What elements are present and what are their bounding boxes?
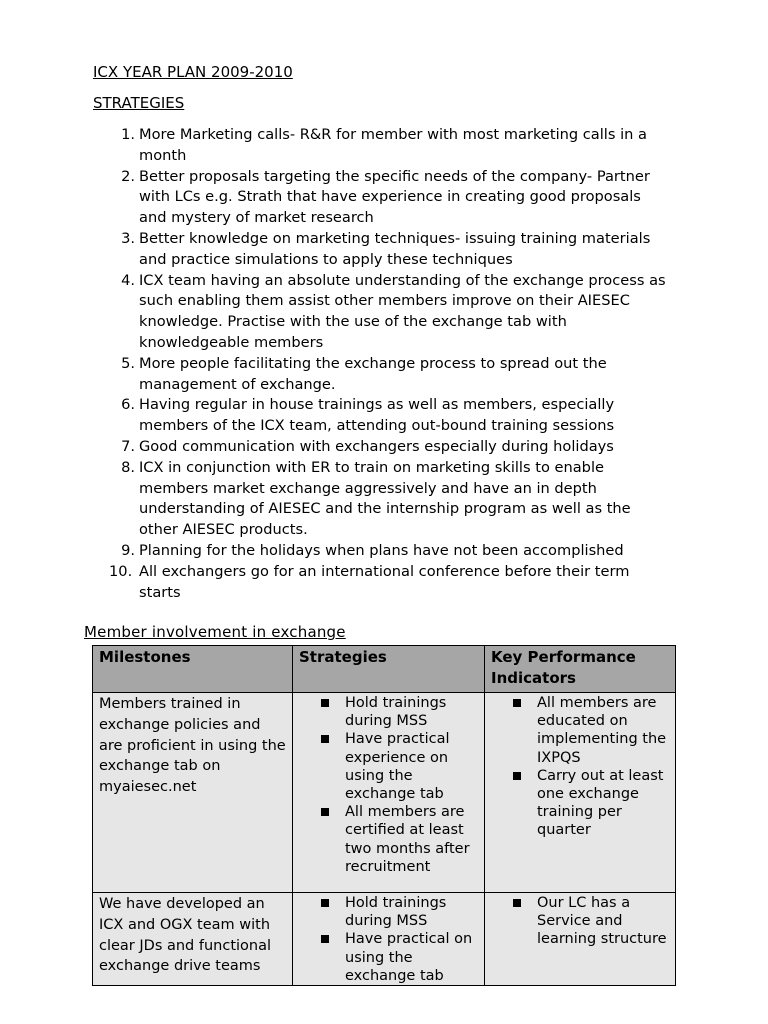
table-row xyxy=(93,693,676,893)
item-text: ICX team having an absolute understanding of the exchange process as such enabling them assist other members improve on their AIESEC knowledge. Practise with the use of the exchange tab with knowledgeable members xyxy=(139,271,666,351)
item-number: 7. xyxy=(121,437,135,455)
square-bullet-icon xyxy=(321,899,329,907)
kpis-cell xyxy=(485,893,676,986)
item-number: 9. xyxy=(121,541,135,559)
square-bullet-icon xyxy=(321,808,329,816)
milestones-table xyxy=(92,645,676,986)
strategies-heading: STRATEGIES xyxy=(93,94,185,112)
column-header-milestones: Milestones xyxy=(93,646,293,693)
strategy-item xyxy=(110,271,670,354)
table-header-row xyxy=(93,646,676,693)
strategies-cell xyxy=(293,693,485,893)
strategy-item xyxy=(110,354,670,396)
table-row xyxy=(93,893,676,986)
item-number: 3. xyxy=(121,229,135,247)
document-title: ICX YEAR PLAN 2009-2010 xyxy=(93,63,293,81)
bullet-item xyxy=(491,767,669,840)
bullet-item xyxy=(299,803,478,876)
strategy-item xyxy=(110,125,670,167)
item-number: 4. xyxy=(121,271,135,289)
square-bullet-icon xyxy=(321,735,329,743)
strategy-item xyxy=(110,437,670,458)
square-bullet-icon xyxy=(513,772,521,780)
kpi-bullets xyxy=(491,894,669,949)
column-header-kpis: Key Performance Indicators xyxy=(485,646,676,693)
bullet-item xyxy=(299,694,478,730)
bullet-text: Have practical experience on using the exchange tab xyxy=(345,731,450,803)
section-heading: Member involvement in exchange xyxy=(84,623,346,641)
bullet-text: All members are educated on implementing the IXPQS xyxy=(537,695,667,766)
kpis-cell xyxy=(485,693,676,893)
item-number: 5. xyxy=(121,354,135,372)
bullet-item xyxy=(299,730,478,803)
strategies-bullets xyxy=(299,894,478,985)
item-text: Better knowledge on marketing techniques- issuing training materials and practice simulations to apply these techniques xyxy=(139,229,651,268)
item-text: Good communication with exchangers especially during holidays xyxy=(139,437,614,455)
strategies-cell xyxy=(293,893,485,986)
strategy-item xyxy=(110,562,670,604)
square-bullet-icon xyxy=(513,699,521,707)
item-number: 10. xyxy=(109,562,133,580)
bullet-text: Hold trainings during MSS xyxy=(345,895,447,930)
bullet-text: All members are certified at least two months after recruitment xyxy=(345,804,470,875)
item-number: 8. xyxy=(121,458,135,476)
bullet-item xyxy=(299,930,478,985)
item-text: More people facilitating the exchange process to spread out the management of exchange. xyxy=(139,354,607,393)
kpi-bullets xyxy=(491,694,669,840)
bullet-item xyxy=(491,694,669,767)
item-text: More Marketing calls- R&R for member with most marketing calls in a month xyxy=(139,126,647,164)
bullet-text: Have practical on using the exchange tab xyxy=(345,931,473,984)
bullet-item xyxy=(299,894,478,930)
strategies-list xyxy=(110,125,670,603)
bullet-text: Hold trainings during MSS xyxy=(345,695,447,730)
square-bullet-icon xyxy=(321,699,329,707)
item-number: 2. xyxy=(121,167,135,185)
strategy-item xyxy=(110,458,670,541)
milestone-cell: Members trained in exchange policies and are proficient in using the exchange tab on myaiesec.net xyxy=(93,693,293,893)
strategies-bullets xyxy=(299,694,478,876)
column-header-strategies: Strategies xyxy=(293,646,485,693)
item-text: ICX in conjunction with ER to train on marketing skills to enable members market exchange aggressively and have an in depth understanding of AIESEC and the internship program as well as the other AIESEC products. xyxy=(139,458,631,539)
bullet-text: Carry out at least one exchange training per quarter xyxy=(537,767,664,839)
item-text: Planning for the holidays when plans have not been accomplished xyxy=(139,541,624,559)
square-bullet-icon xyxy=(321,935,329,943)
bullet-item xyxy=(491,894,669,949)
milestone-cell: We have developed an ICX and OGX team with clear JDs and functional exchange drive teams xyxy=(93,893,293,986)
strategy-item xyxy=(110,395,670,437)
square-bullet-icon xyxy=(513,899,521,907)
item-text: All exchangers go for an international conference before their term starts xyxy=(139,562,630,601)
item-number: 6. xyxy=(121,396,135,414)
strategy-item xyxy=(110,541,670,562)
bullet-text: Our LC has a Service and learning structure xyxy=(537,895,667,948)
item-text: Better proposals targeting the specific needs of the company- Partner with LCs e.g. Strath that have experience in creating good proposals and mystery of market research xyxy=(139,167,650,227)
item-number: 1. xyxy=(121,126,135,143)
strategy-item xyxy=(110,229,670,271)
item-text: Having regular in house trainings as well as members, especially members of the ICX team, attending out-bound training sessions xyxy=(139,396,615,435)
strategy-item xyxy=(110,167,670,229)
